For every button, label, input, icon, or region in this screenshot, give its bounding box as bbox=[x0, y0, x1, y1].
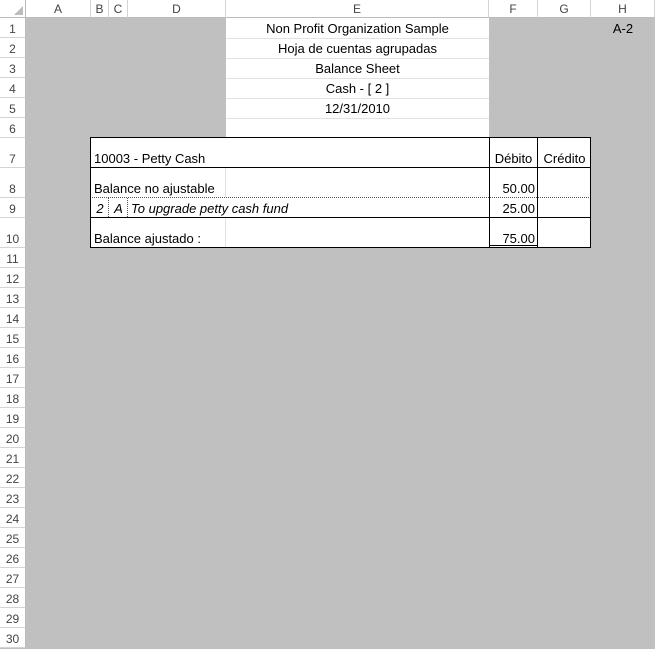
row-header-27[interactable]: 27 bbox=[0, 568, 26, 588]
row-header-19[interactable]: 19 bbox=[0, 408, 26, 428]
column-header-f[interactable]: F bbox=[489, 0, 538, 18]
table-border bbox=[90, 247, 591, 248]
column-header-e[interactable]: E bbox=[226, 0, 489, 18]
column-header-d[interactable]: D bbox=[128, 0, 226, 18]
row-header-14[interactable]: 14 bbox=[0, 308, 26, 328]
adjusted-debit-cell[interactable]: 75.00 bbox=[502, 231, 535, 246]
table-border bbox=[127, 198, 128, 217]
credit-header-cell[interactable]: Crédito bbox=[543, 151, 586, 166]
row-header-12[interactable]: 12 bbox=[0, 268, 26, 288]
sheet-subtitle-cell[interactable]: Hoja de cuentas agrupadas bbox=[277, 41, 437, 56]
row-header-24[interactable]: 24 bbox=[0, 508, 26, 528]
row-header-8[interactable]: 8 bbox=[0, 168, 26, 198]
table-border bbox=[90, 137, 91, 248]
row-header-13[interactable]: 13 bbox=[0, 288, 26, 308]
table-border bbox=[108, 198, 109, 217]
table-border bbox=[90, 197, 591, 198]
entry-type-cell[interactable]: A bbox=[114, 201, 123, 216]
row-header-11[interactable]: 11 bbox=[0, 248, 26, 268]
row-header-30[interactable]: 30 bbox=[0, 628, 26, 648]
page-ref-cell[interactable]: A-2 bbox=[612, 21, 634, 36]
table-border bbox=[590, 137, 591, 248]
report-name-cell[interactable]: Balance Sheet bbox=[315, 61, 400, 76]
row-header-28[interactable]: 28 bbox=[0, 588, 26, 608]
entry-debit-cell[interactable]: 25.00 bbox=[502, 201, 535, 216]
entry-description-cell[interactable]: To upgrade petty cash fund bbox=[131, 201, 289, 216]
unadjusted-debit-cell[interactable]: 50.00 bbox=[502, 181, 535, 196]
table-border bbox=[90, 137, 591, 138]
table-border bbox=[537, 137, 538, 248]
account-name-cell[interactable]: 10003 - Petty Cash bbox=[94, 151, 206, 166]
row-header-21[interactable]: 21 bbox=[0, 448, 26, 468]
row-header-23[interactable]: 23 bbox=[0, 488, 26, 508]
table-gridline bbox=[225, 168, 226, 197]
table-border bbox=[90, 217, 591, 218]
row-header-26[interactable]: 26 bbox=[0, 548, 26, 568]
row-header-9[interactable]: 9 bbox=[0, 198, 26, 218]
entry-number-cell[interactable]: 2 bbox=[96, 201, 104, 216]
row-header-17[interactable]: 17 bbox=[0, 368, 26, 388]
debit-header-cell[interactable]: Débito bbox=[494, 151, 533, 166]
total-underline bbox=[489, 245, 538, 246]
org-name-cell[interactable]: Non Profit Organization Sample bbox=[266, 21, 449, 36]
row-header-1[interactable]: 1 bbox=[0, 18, 26, 38]
row-header-4[interactable]: 4 bbox=[0, 78, 26, 98]
row-header-3[interactable]: 3 bbox=[0, 58, 26, 78]
account-group-cell[interactable]: Cash - [ 2 ] bbox=[325, 81, 390, 96]
row-header-22[interactable]: 22 bbox=[0, 468, 26, 488]
row-header-10[interactable]: 10 bbox=[0, 218, 26, 248]
adjusted-label-cell[interactable]: Balance ajustado : bbox=[94, 231, 201, 246]
row-header-6[interactable]: 6 bbox=[0, 118, 26, 138]
row-header-20[interactable]: 20 bbox=[0, 428, 26, 448]
unadjusted-label-cell[interactable]: Balance no ajustable bbox=[94, 181, 215, 196]
row-header-5[interactable]: 5 bbox=[0, 98, 26, 118]
row-header-7[interactable]: 7 bbox=[0, 138, 26, 168]
header-gridline bbox=[226, 118, 489, 119]
table-border bbox=[90, 167, 591, 168]
table-border bbox=[489, 137, 490, 248]
column-header-b[interactable]: B bbox=[91, 0, 109, 18]
date-cell[interactable]: 12/31/2010 bbox=[324, 101, 391, 116]
column-header-g[interactable]: G bbox=[538, 0, 591, 18]
row-header-25[interactable]: 25 bbox=[0, 528, 26, 548]
select-all-corner[interactable] bbox=[0, 0, 26, 18]
row-header-18[interactable]: 18 bbox=[0, 388, 26, 408]
column-header-a[interactable]: A bbox=[26, 0, 91, 18]
column-header-h[interactable]: H bbox=[591, 0, 655, 18]
table-gridline bbox=[225, 218, 226, 247]
column-header-c[interactable]: C bbox=[109, 0, 128, 18]
row-header-16[interactable]: 16 bbox=[0, 348, 26, 368]
row-header-29[interactable]: 29 bbox=[0, 608, 26, 628]
row-header-15[interactable]: 15 bbox=[0, 328, 26, 348]
row-header-2[interactable]: 2 bbox=[0, 38, 26, 58]
